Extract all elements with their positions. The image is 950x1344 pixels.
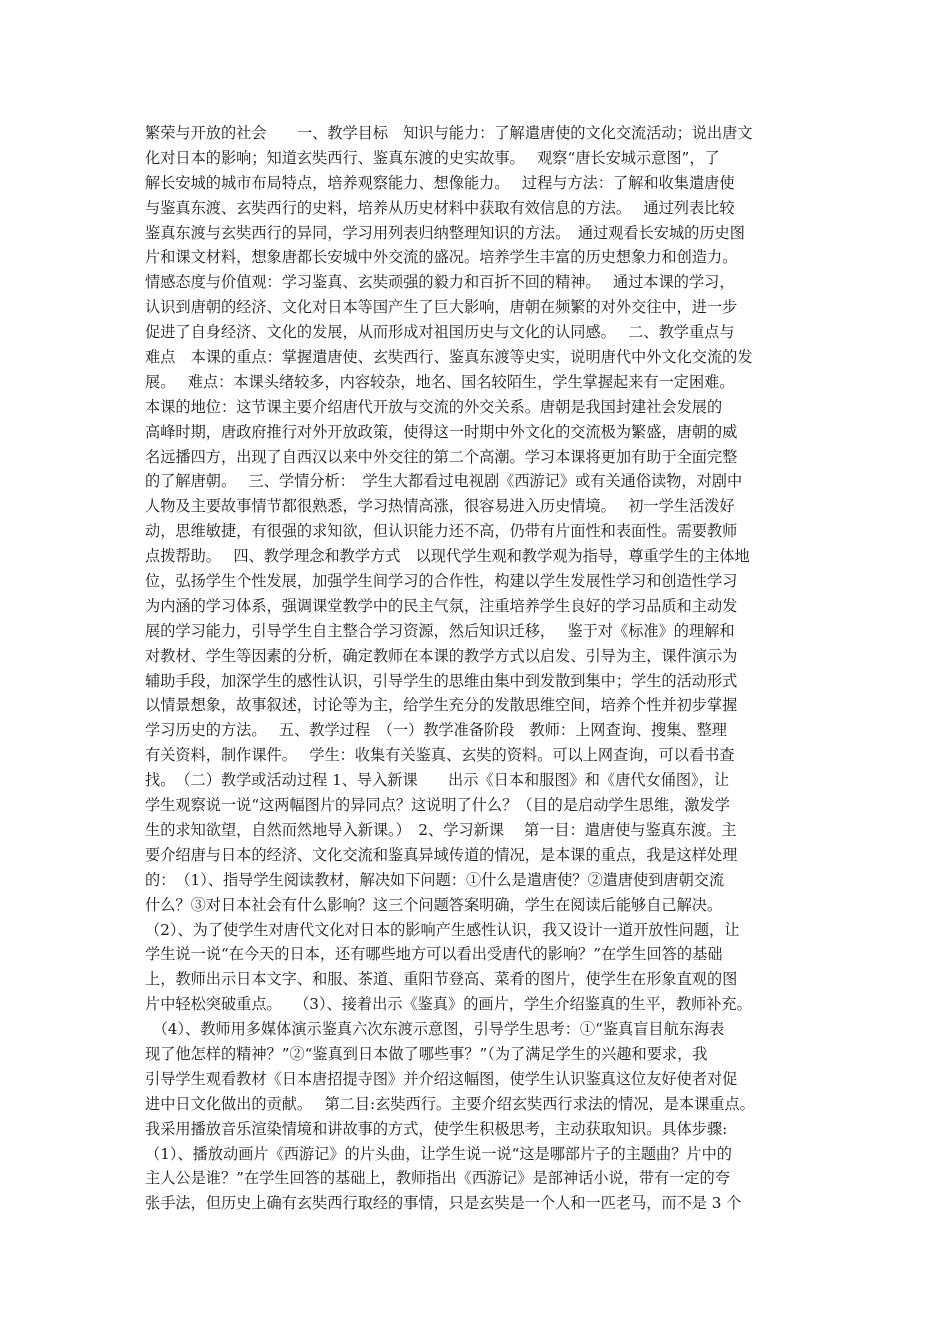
text-line: 化对日本的影响；知道玄奘西行、鉴真东渡的史实故事。 观察“唐长安城示意图”，了 (145, 148, 720, 167)
text-line: 进中日文化做出的贡献。 第二目:玄奘西行。主要介绍玄奘西行求法的情况，是本课重点。 (145, 1094, 755, 1113)
text-line: 促进了自身经济、文化的发展，从而形成对祖国历史与文化的认同感。 二、教学重点与 (145, 323, 735, 342)
text-line: 情感态度与价值观：学习鉴真、玄奘顽强的毅力和百折不回的精神。 通过本课的学习， (145, 273, 735, 292)
text-line: 什么？③对日本社会有什么影响？这三个问题答案明确，学生在阅读后能够自己解决。 (145, 895, 723, 914)
text-line: 高峰时期，唐政府推行对外开放政策，使得这一时期中外文化的交流极为繁盛，唐朝的威 (145, 422, 738, 441)
text-line: 的： （1）、指导学生阅读教材，解决如下问题：①什么是遣唐使？②遣唐使到唐朝交流 (145, 870, 725, 889)
text-line: 展的学习能力，引导学生自主整合学习资源，然后知识迁移， 鉴于对《标准》的理解和 (145, 621, 735, 640)
text-line: 位，弘扬学生个性发展，加强学生间学习的合作性，构建以学生发展性学习和创造性学习 (145, 572, 738, 591)
text-line: 现了他怎样的精神？”②“鉴真到日本做了哪些事？”（为了满足学生的兴趣和要求，我 (145, 1044, 708, 1063)
text-line: 以情景想象，故事叙述，讨论等为主，给学生充分的发散思维空间，培养个性并初步掌握 (145, 696, 738, 715)
text-line: 要介绍唐与日本的经济、文化交流和鉴真异域传道的情况，是本课的重点，我是这样处理 (145, 845, 738, 864)
text-line: 生的求知欲望，自然而然地导入新课。） 2、学习新课 第一目：遣唐使与鉴真东渡。主 (145, 820, 737, 839)
text-line: 引导学生观看教材《日本唐招提寺图》并介绍这幅图，使学生认识鉴真这位友好使者对促 (145, 1069, 738, 1088)
text-line: 学生说一说“在今天的日本，还有哪些地方可以看出受唐代的影响？”在学生回答的基础 (145, 945, 723, 964)
text-line: 本课的地位：这节课主要介绍唐代开放与交流的外交关系。唐朝是我国封建社会发展的 (145, 397, 723, 416)
text-line: 找。 （二）教学或活动过程 1、导入新课 出示《日本和服图》和《唐代女俑图》，让 (145, 771, 730, 790)
text-line: 的了解唐朝。 三、学情分析： 学生大都看过电视剧《西游记》或有关通俗读物，对剧中 (145, 472, 743, 491)
text-line: 鉴真东渡与玄奘西行的异同，学习用列表归纳整理知识的方法。 通过观看长安城的历史图 (145, 223, 745, 242)
text-line: （2）、为了使学生对唐代文化对日本的影响产生感性认识，我又设计一道开放性问题，让 (145, 920, 740, 939)
text-line: 我采用播放音乐渲染情境和讲故事的方式，使学生积极思考，主动获取知识。具体步骤: (145, 1119, 728, 1138)
text-line: 辅助手段，加深学生的感性认识，引导学生的思维由集中到发散到集中；学生的活动形式 (145, 671, 738, 690)
text-line: 为内涵的学习体系，强调课堂教学中的民主气氛，注重培养学生良好的学习品质和主动发 (145, 596, 738, 615)
text-line: 片中轻松突破重点。 （3）、接着出示《鉴真》的画片，学生介绍鉴真的生平，教师补充。 (145, 995, 752, 1014)
text-line: （4）、教师用多媒体演示鉴真六次东渡示意图，引导学生思考：①“鉴真盲目航东海表 (145, 1020, 725, 1039)
text-line: 主人公是谁？”在学生回答的基础上，教师指出《西游记》是部神话小说，带有一定的夸 (145, 1169, 730, 1188)
text-line: 点拨帮助。 四、教学理念和教学方式 以现代学生观和教学观为指导，尊重学生的主体地 (145, 547, 750, 566)
text-line: 对教材、学生等因素的分析，确定教师在本课的教学方式以启发、引导为主，课件演示为 (145, 646, 738, 665)
text-line: 繁荣与开放的社会 一、教学目标 知识与能力：了解遣唐使的文化交流活动；说出唐文 (145, 124, 753, 142)
body-text (145, 121, 810, 1216)
text-line: 学习历史的方法。 五、教学过程 （一）教学准备阶段 教师：上网查询、搜集、整理 (145, 721, 727, 740)
text-line: 动，思维敏捷，有很强的求知欲，但认识能力还不高，仍带有片面性和表面性。需要教师 (145, 522, 738, 541)
text-line: 有关资料，制作课件。 学生：收集有关鉴真、玄奘的资料。可以上网查询，可以看书查 (145, 746, 735, 765)
text-line: 难点 本课的重点：掌握遣唐使、玄奘西行、鉴真东渡等史实，说明唐代中外文化交流的发 (145, 348, 753, 367)
text-line: 展。 难点：本课头绪较多，内容较杂，地名、国名较陌生，学生掌握起来有一定困难。 (145, 372, 735, 391)
text-line: 学生观察说一说“这两幅图片的异同点？这说明了什么？（目的是启动学生思维，激发学 (145, 796, 730, 815)
text-line: 名远播四方，出现了自西汉以来中外交往的第二个高潮。学习本课将更加有助于全面完整 (145, 447, 738, 466)
text-line: 上，教师出示日本文字、和服、茶道、重阳节登高、菜肴的图片，使学生在形象直观的图 (145, 970, 738, 989)
text-line: 解长安城的城市布局特点，培养观察能力、想像能力。 过程与方法：了解和收集遣唐使 (145, 173, 735, 192)
text-line: 认识到唐朝的经济、文化对日本等国产生了巨大影响，唐朝在频繁的对外交往中，进一步 (145, 298, 738, 317)
text-line: 人物及主要故事情节都很熟悉，学习热情高涨，很容易进入历史情境。 初一学生活泼好 (145, 497, 735, 516)
text-line: 张手法，但历史上确有玄奘西行取经的事情，只是玄奘是一个人和一匹老马，而不是 3 个 (145, 1194, 742, 1213)
text-line: （1）、播放动画片《西游记》的片头曲，让学生说一说“这是哪部片子的主题曲？片中的 (145, 1144, 732, 1163)
text-line: 与鉴真东渡、玄奘西行的史料，培养从历史材料中获取有效信息的方法。 通过列表比较 (145, 198, 735, 217)
text-line: 片和课文材料，想象唐都长安城中外交流的盛况。培养学生丰富的历史想象力和创造力。 (145, 248, 738, 267)
